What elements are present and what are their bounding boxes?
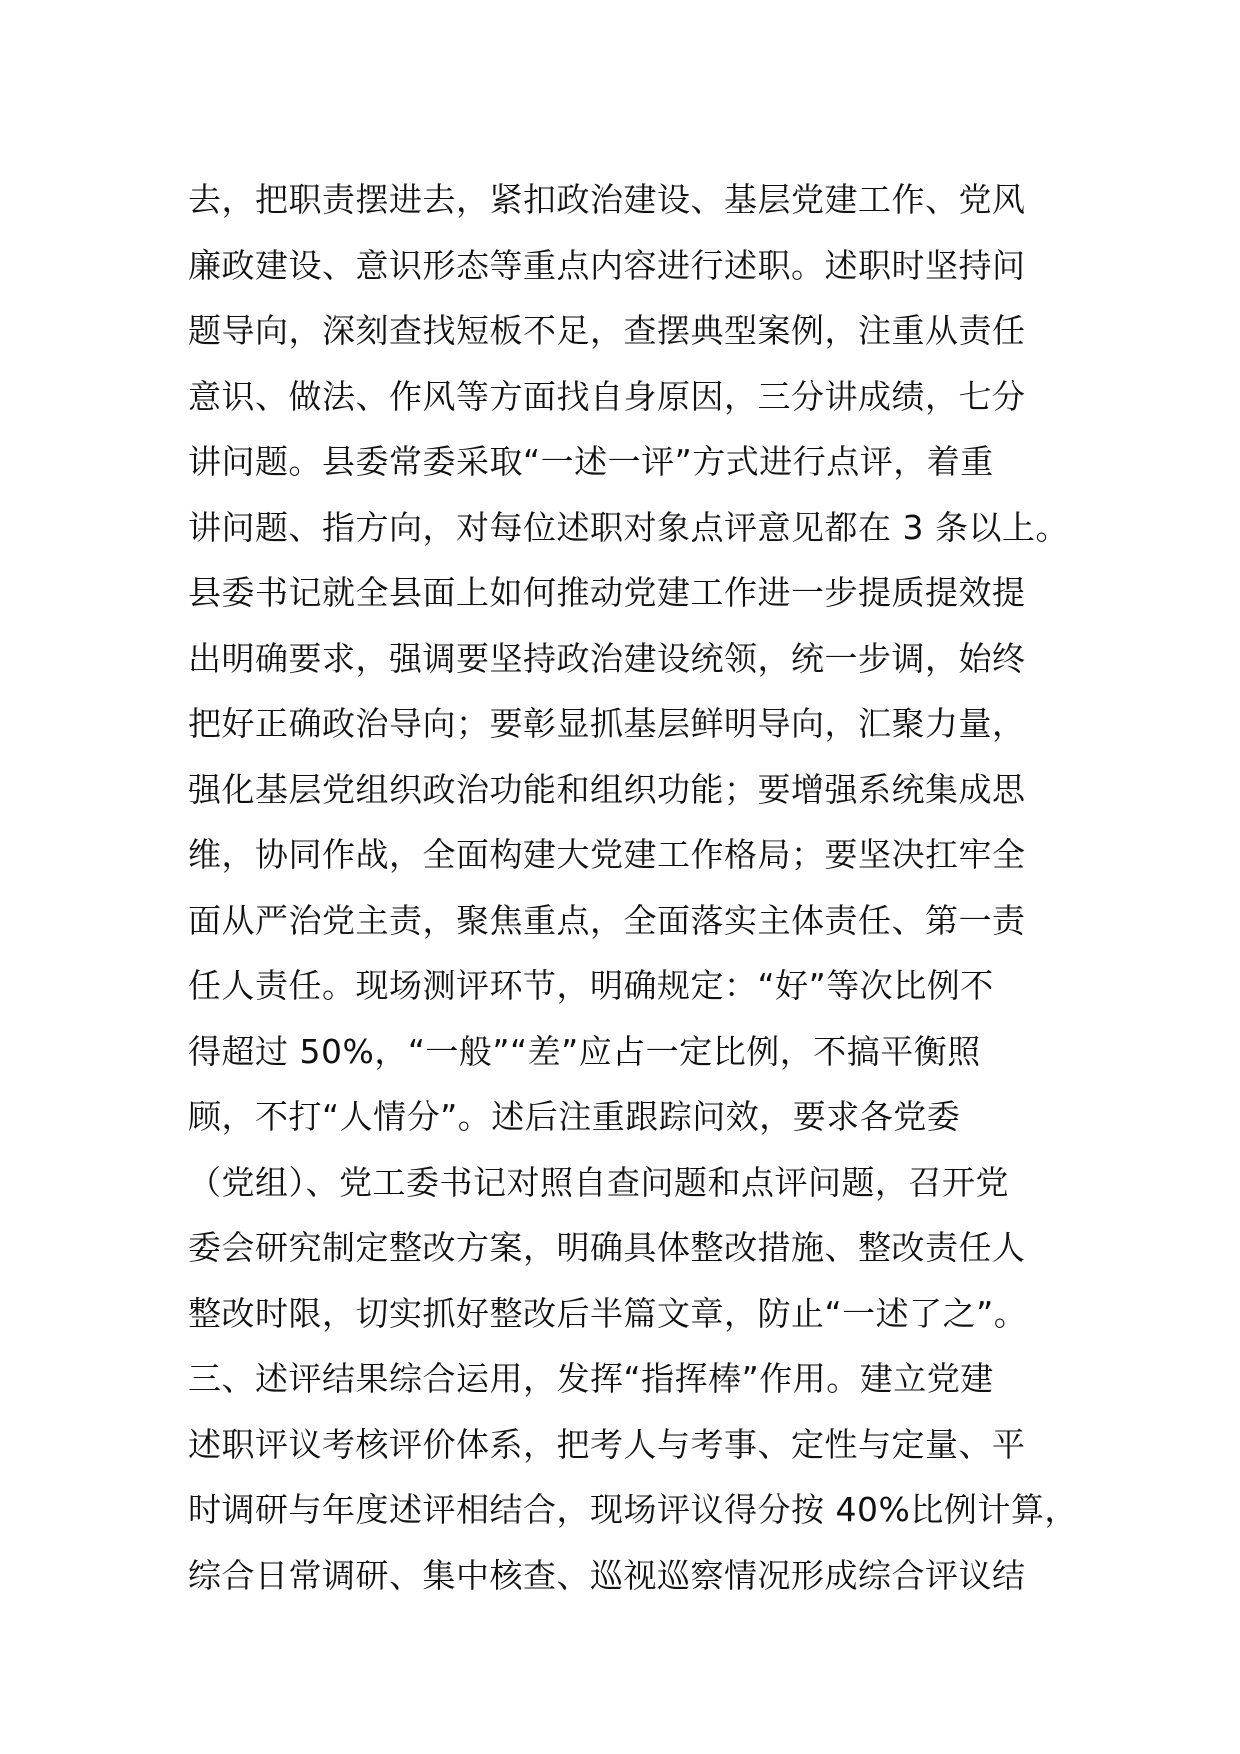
text-line: 顾，不打“人情分”。述后注重跟踪问效，要求各党委 [188, 1097, 961, 1136]
text-line: 讲问题、指方向，对每位述职对象点评意见都在 3 条以上。 [188, 507, 1069, 547]
text-line: 强化基层党组织政治功能和组织功能；要增强系统集成思 [188, 769, 1026, 809]
text-line: 述职评议考核评价体系，把考人与考事、定性与定量、平 [188, 1424, 1026, 1464]
text-line: 出明确要求，强调要坚持政治建设统领，统一步调，始终 [188, 638, 1026, 678]
text-line: 得超过 50%，“一般”“差”应占一定比例，不搞平衡照 [188, 1031, 981, 1071]
text-line: 面从严治党主责，聚焦重点，全面落实主体责任、第一责 [188, 900, 1026, 940]
text-line: 去，把职责摆进去，紧扣政治建设、基层党建工作、党风 [188, 180, 1026, 219]
text-line: 县委书记就全县面上如何推动党建工作进一步提质提效提 [188, 573, 1026, 612]
text-line: 时调研与年度述评相结合，现场评议得分按 40%比例计算， [188, 1490, 1078, 1529]
text-line: 把好正确政治导向；要彰显抓基层鲜明导向，汇聚力量， [188, 704, 1026, 743]
text-line: 维，协同作战，全面构建大党建工作格局；要坚决扛牢全 [188, 835, 1026, 874]
text-line: 任人责任。现场测评环节，明确规定：“好”等次比例不 [188, 966, 994, 1005]
text-line: 委会研究制定整改方案，明确具体整改措施、整改责任人 [188, 1228, 1026, 1267]
text-line: 题导向，深刻查找短板不足，查摆典型案例，注重从责任 [188, 311, 1026, 350]
body-text [188, 167, 1088, 1608]
text-line: 整改时限，切实抓好整改后半篇文章，防止“一述了之”。 [188, 1293, 1028, 1333]
text-line: （党组）、党工委书记对照自查问题和点评问题，召开党 [188, 1162, 1009, 1202]
text-line: 廉政建设、意识形态等重点内容进行述职。述职时坚持问 [188, 245, 1026, 285]
text-line: 讲问题。县委常委采取“一述一评”方式进行点评，着重 [188, 442, 994, 481]
text-line: 三、述评结果综合运用，发挥“指挥棒”作用。建立党建 [188, 1359, 994, 1398]
text-line: 综合日常调研、集中核查、巡视巡察情况形成综合评议结 [188, 1555, 1026, 1595]
text-line: 意识、做法、作风等方面找自身原因，三分讲成绩，七分 [188, 376, 1026, 416]
